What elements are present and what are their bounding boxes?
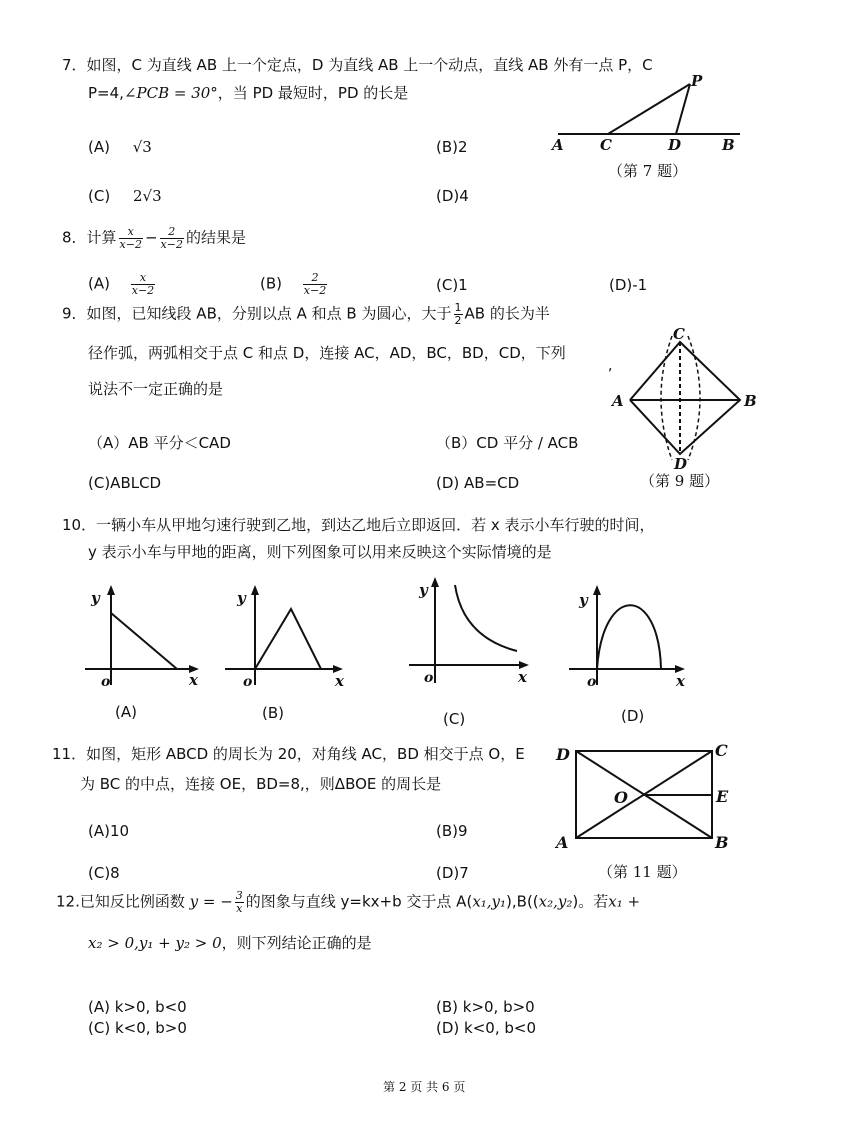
q8-fraction-1 <box>119 226 143 250</box>
q10-graph-b-x: x <box>335 672 344 690</box>
q11-label-o: O <box>614 788 628 807</box>
q7-label-p: P <box>691 72 703 90</box>
q12-option-d: (D) k<0, b<0 <box>436 1019 536 1037</box>
q8-option-a-fraction <box>131 272 155 296</box>
q10-graph-c-label: (C) <box>443 710 466 728</box>
q11-option-d: (D)7 <box>436 864 469 882</box>
q10-graph-b-label: (B) <box>262 704 284 722</box>
q7-label-c: C <box>600 136 612 154</box>
q7-figure <box>548 72 748 157</box>
q10-graph-a-x: x <box>189 671 198 689</box>
q10-graph-c <box>405 575 535 695</box>
q8-option-a-num: x <box>131 272 155 285</box>
q9-caption: （第 9 题） <box>640 472 720 490</box>
q10-graph-d-label: (D) <box>621 707 645 725</box>
q10-graph-d <box>565 583 695 695</box>
q9-option-a: （A）AB 平分＜CAD <box>88 434 231 452</box>
q8-option-b-fraction <box>303 272 327 296</box>
q10-graph-d-x: x <box>676 672 685 690</box>
q9-stem-line1 <box>62 302 550 326</box>
q9-label-b: B <box>744 392 757 410</box>
q12-fraction-den: x <box>236 901 243 915</box>
q8-option-a <box>88 272 157 296</box>
q10-graph-b <box>225 585 355 695</box>
q9-label-a: A <box>612 392 624 410</box>
page-footer: 第 2 页 共 6 页 <box>383 1080 466 1094</box>
q10-graph-c-o: o <box>424 670 434 686</box>
q10-stem-line1: 10．一辆小车从甲地匀速行驶到乙地，到达乙地后立即返回．若 x 表示小车行驶的时间， <box>62 516 655 534</box>
q11-label-e: E <box>716 787 729 806</box>
q10-graph-c-x: x <box>518 668 527 686</box>
q9-stem-line1-post: AB 的长为半 <box>464 304 550 323</box>
q9-option-d: (D) AB=CD <box>436 474 520 492</box>
q12-option-a: (A) k>0, b<0 <box>88 998 187 1016</box>
q10-graph-d-y: y <box>579 591 588 609</box>
q12-stem-pre: 12.已知反比例函数 <box>56 892 190 911</box>
q7-label-a: A <box>552 136 564 154</box>
q7-option-c <box>88 187 162 205</box>
q9-half-den: 2 <box>454 313 462 327</box>
q11-label-d: D <box>556 745 570 764</box>
q8-option-c: (C)1 <box>436 276 468 294</box>
q10-graph-a-y: y <box>91 589 100 607</box>
q9-half-num: 1 <box>454 301 462 314</box>
q11-option-c: (C)8 <box>88 864 120 882</box>
q11-option-b: (B)9 <box>436 822 468 840</box>
q12-fraction <box>235 890 244 914</box>
q7-option-a-label: (A) <box>88 138 110 156</box>
q7-caption: （第 7 题） <box>608 162 688 180</box>
q7-option-c-value: 2√3 <box>132 187 162 205</box>
q12-stem-mid2: ),B(( <box>506 892 539 911</box>
q7-option-b: (B)2 <box>436 138 468 156</box>
q9-half-fraction <box>454 302 463 326</box>
q9-stem-line1-pre: 9．如图，已知线段 AB，分别以点 A 和点 B 为圆心，大于 <box>62 304 452 323</box>
q12-stem-line1 <box>56 890 640 914</box>
q9-label-d: D <box>674 455 688 472</box>
q12-stem-line2 <box>88 934 372 952</box>
q12-point-b: x₂,y₂ <box>538 892 573 911</box>
q7-label-b: B <box>722 136 735 154</box>
q10-graph-b-y: y <box>237 589 246 607</box>
q12-option-b: (B) k>0, b>0 <box>436 998 535 1016</box>
q8-option-d: (D)-1 <box>609 276 648 294</box>
q8-stem <box>62 226 246 250</box>
q7-angle-expression: ∠PCB = 30° <box>123 84 218 102</box>
q7-option-c-label: (C) <box>88 187 111 205</box>
q10-graph-a-o: o <box>101 674 111 690</box>
q8-option-a-den: x−2 <box>131 283 155 297</box>
q8-option-b <box>260 272 329 296</box>
q7-stem-line1: 7．如图，C 为直线 AB 上一个定点，D 为直线 AB 上一个动点，直线 AB 外有一点 P，C <box>62 56 653 74</box>
q11-label-c: C <box>715 741 728 760</box>
q12-condition-start: x₁ + <box>608 892 641 911</box>
q9-figure <box>610 326 760 472</box>
q10-graph-c-y: y <box>419 581 428 599</box>
q11-figure <box>552 738 737 856</box>
q11-label-a: A <box>556 833 569 852</box>
q7-stem-line2 <box>88 84 408 102</box>
q10-graph-a <box>85 585 210 695</box>
q8-stem-post: 的结果是 <box>185 228 246 247</box>
q8-minus: − <box>144 228 158 247</box>
q8-fraction-2 <box>160 226 184 250</box>
q10-graph-b-o: o <box>243 674 253 690</box>
q9-label-c: C <box>673 326 685 343</box>
q12-condition: x₂ > 0,y₁ + y₂ > 0 <box>88 934 222 952</box>
q12-option-c: (C) k<0, b>0 <box>88 1019 187 1037</box>
q12-stem-mid: 的图象与直线 y=kx+b 交于点 A( <box>245 892 473 911</box>
q9-stem-line2: 径作弧，两弧相交于点 C 和点 D，连接 AC，AD，BC，BD，CD，下列 <box>88 344 566 362</box>
q11-label-b: B <box>715 833 729 852</box>
q8-option-a-label: (A) <box>88 274 110 293</box>
q10-graph-a-label: (A) <box>115 703 137 721</box>
q7-option-a-value: √3 <box>132 138 152 156</box>
q11-option-a: (A)10 <box>88 822 130 840</box>
q12-y-equals: y = − <box>189 892 233 911</box>
q8-option-b-label: (B) <box>260 274 282 293</box>
q8-fraction-2-num: 2 <box>160 226 184 239</box>
q10-graph-d-o: o <box>587 674 597 690</box>
q11-caption: （第 11 题） <box>598 863 687 881</box>
q7-stem-line2-pre: P=4, <box>88 84 124 102</box>
q8-option-b-num: 2 <box>303 272 327 285</box>
q7-option-d: (D)4 <box>436 187 469 205</box>
q7-option-a <box>88 138 152 156</box>
q12-point-a: x₁,y₁ <box>472 892 507 911</box>
q10-stem-line2: y 表示小车与甲地的距离，则下列图象可以用来反映这个实际情境的是 <box>88 543 552 561</box>
q7-label-d: D <box>668 136 682 154</box>
q9-stray-mark: , <box>608 358 613 374</box>
q8-stem-pre: 8．计算 <box>62 228 117 247</box>
q12-fraction-num: 3 <box>235 889 243 902</box>
q9-option-b: （B）CD 平分 / ACB <box>436 434 579 452</box>
q9-stem-line3: 说法不一定正确的是 <box>88 380 224 398</box>
q9-option-c: (C)ABLCD <box>88 474 162 492</box>
q8-option-b-den: x−2 <box>303 283 327 297</box>
q8-fraction-1-den: x−2 <box>119 237 142 251</box>
q8-fraction-1-num: x <box>119 226 143 239</box>
q11-stem-line1: 11．如图，矩形 ABCD 的周长为 20，对角线 AC，BD 相交于点 O，E <box>52 745 525 763</box>
q12-stem-post: )。若 <box>572 892 609 911</box>
q12-stem-line2-post: ，则下列结论正确的是 <box>221 934 372 952</box>
q8-fraction-2-den: x−2 <box>160 237 183 251</box>
q7-stem-line2-post: ，当 PD 最短时，PD 的长是 <box>217 84 409 102</box>
q11-stem-line2: 为 BC 的中点，连接 OE，BD=8,，则ΔBOE 的周长是 <box>80 775 442 793</box>
